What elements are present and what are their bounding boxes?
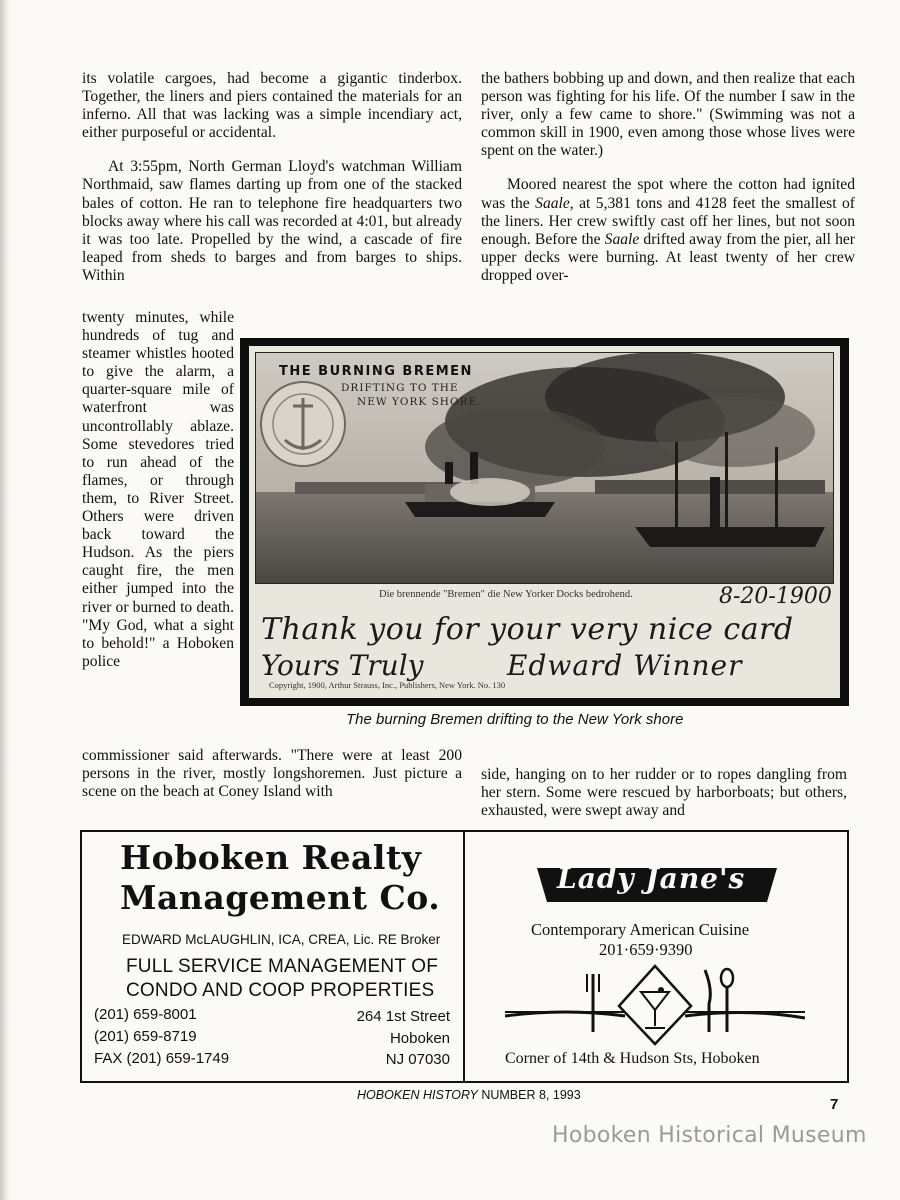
postcard-german-caption: Die brennende "Bremen" die New Yorker Docks bedrohend. [379,589,633,600]
restaurant-phone: 201·659·9390 [599,940,693,959]
postcard-signature: Edward Winner [507,649,743,682]
advertisement-box [80,830,849,1083]
postcard-title: THE BURNING BREMEN [279,364,473,379]
realty-service: FULL SERVICE MANAGEMENT OF [126,956,439,977]
article-paragraph [481,176,855,285]
article-paragraph: its volatile cargoes, had become a gigantic tinderbox. Together, the liners and piers contained the materials for an inferno. All that was lacking was a simple incendiary act, either purposeful or accidental. [82,70,462,142]
restaurant-logo: Lady Jane's [557,862,746,895]
realty-title: Management Co. [120,878,441,917]
issue-number: NUMBER 8, 1993 [477,1088,581,1102]
restaurant-cuisine: Contemporary American Cuisine [531,920,750,939]
article-paragraph: At 3:55pm, North German Lloyd's watchman William Northmaid, saw flames darting up from one of the stacked bales of cotton. He ran to telephone fire headquarters two blocks away where his call was recorded at 4:01, but already it was too late. Propelled by the wind, a cascade of fire leaped from sheds to barges and from barges to ships. Within [82,158,462,284]
text-run: drifted away from the pier, all her upper decks were burning. At least twenty of her crew dropped over- [481,230,855,284]
article-right-column-top [481,70,855,285]
place-setting-icon [505,960,805,1046]
postcard-subtitle: DRIFTING TO THE [341,382,459,394]
figure-caption: The burning Bremen drifting to the New York shore [346,711,684,728]
postcard-handwriting: Thank you for your very nice card [261,612,794,647]
museum-watermark: Hoboken Historical Museum [552,1123,867,1148]
scan-edge-shadow [0,0,10,1200]
ship-name: Saale [535,194,570,212]
article-paragraph: commissioner said afterwards. "There were at least 200 persons in the river, mostly longshoremen. Just picture a scene on the beach at Coney Island with [82,747,462,801]
realty-fax: FAX (201) 659-1749 [94,1050,230,1067]
postcard-photo [255,352,834,584]
postcard-handwritten-date: 8-20-1900 [719,584,832,609]
text-run: , at 5,381 tons and 4128 feet the smallest of the liners. Her crew swiftly cast off her lines, but not soon enough. Before the [481,194,855,248]
text-run: Moored nearest the spot where the cotton had ignited was the [481,176,855,212]
postcard-copyright: Copyright, 1900, Arthur Strauss, Inc., Publishers, New York. No. 130 [269,680,506,690]
article-left-column-bottom [82,747,462,801]
publication-name: HOBOKEN HISTORY [357,1088,478,1102]
realty-service: CONDO AND COOP PROPERTIES [126,980,435,1001]
postcard-subtitle: NEW YORK SHORE. [357,396,482,408]
realty-phone: (201) 659-8719 [94,1028,197,1045]
postcard [249,346,840,698]
postcard-handwriting: Yours Truly [261,649,424,682]
restaurant-location: Corner of 14th & Hudson Sts, Hoboken [505,1050,760,1067]
article-paragraph: the bathers bobbing up and down, and then realize that each person was fighting for his life. Of the number I saw in the river, only a few came to shore." (Swimming was not a common skill in 1900, even among those whose lives were spent on the water.) [481,70,855,160]
page-footer [357,1088,581,1102]
realty-phone: (201) 659-8001 [94,1006,197,1023]
article-right-column-bottom [481,766,847,820]
article-paragraph: twenty minutes, while hundreds of tug and steamer whistles hooted to give the alarm, a quarter-square mile of waterfront was uncontrollably ablaze. Some stevedores tried to run ahead of the flames, or through them, to River Street. Others were driven back toward the Hudson. As the piers caught fire, the men either jumped into the river or burned to death. "My God, what a sight to behold!" a Hoboken police [82,309,234,670]
article-left-column-narrow [82,309,234,671]
realty-city: Hoboken [389,1030,450,1047]
realty-state-zip: NJ 07030 [385,1051,450,1068]
article-paragraph: side, hanging on to her rudder or to ropes dangling from her stern. Some were rescued by harborboats; but others, exhausted, were swept away and [481,766,847,820]
page-number: 7 [830,1096,839,1113]
article-left-column-top [82,70,462,285]
postcard-figure [240,338,849,706]
restaurant-ad [465,832,847,1081]
realty-street: 264 1st Street [356,1008,450,1025]
realty-broker: EDWARD McLAUGHLIN, ICA, CREA, Lic. RE Broker [122,932,441,947]
realty-title: Hoboken Realty [120,838,422,877]
ship-name: Saale [604,230,640,248]
